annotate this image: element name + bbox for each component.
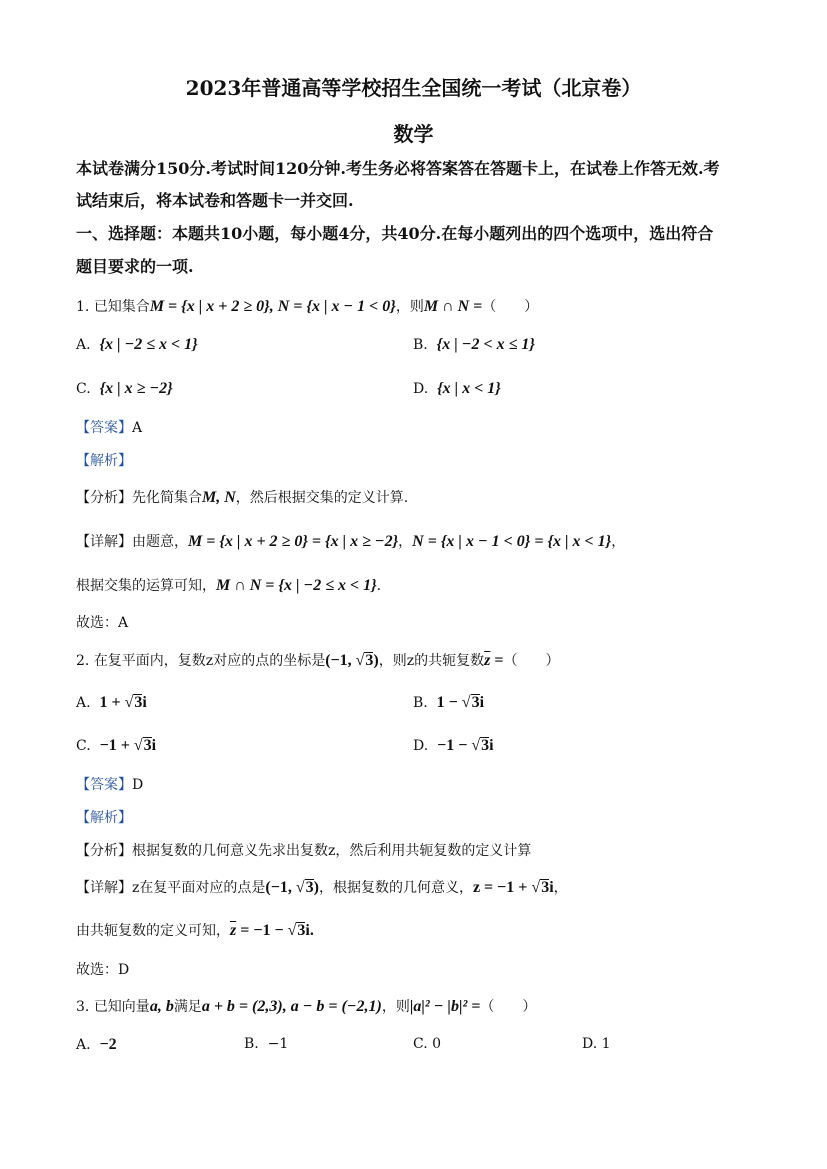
q1-detail: 【详解】由题意，M = {x | x + 2 ≥ 0} = {x | x ≥ −2}，N = {x | x − 1 < 0} = {x | x < 1}， <box>76 533 626 550</box>
q1-option-a: A. {x | −2 ≤ x < 1} <box>76 336 198 353</box>
q1-option-c: C. {x | x ≥ −2} <box>76 380 173 397</box>
q1-answer: 【答案】A <box>76 420 143 436</box>
q1-calc: 根据交集的运算可知，M ∩ N = {x | −2 ≤ x < 1}. <box>76 577 382 594</box>
q3-option-d: D. 1 <box>582 1036 611 1052</box>
question-3: 3. 已知向量a, b满足a + b = (2,3), a − b = (−2,1)，则|a|² − |b|² =（ ） <box>76 998 537 1015</box>
q2-fenxi: 【分析】根据复数的几何意义先求出复数z，然后利用共轭复数的定义计算 <box>76 843 532 859</box>
q2-option-d: D. −1 − √3i <box>413 737 494 754</box>
question-1 <box>76 296 538 316</box>
intro-line-2: 试结束后，将本试卷和答题卡一并交回. <box>76 191 354 210</box>
section-heading-line-1: 一、选择题：本题共10小题，每小题4分，共40分.在每小题列出的四个选项中，选出符合 <box>76 224 714 243</box>
q2-option-b: B. 1 − √3i <box>413 694 485 711</box>
section-heading-line-2: 题目要求的一项. <box>76 257 194 276</box>
q2-option-c: C. −1 + √3i <box>76 737 157 754</box>
q2-answer: 【答案】D <box>76 777 144 793</box>
q2-choice: 故选：D <box>76 962 130 978</box>
intro-line-1: 本试卷满分150分.考试时间120分钟.考生务必将答案答在答题卡上，在试卷上作答无效.考 <box>76 159 720 178</box>
q1-expr: M ∩ N = <box>423 298 483 315</box>
q1-ask: ，则 <box>395 299 424 315</box>
q2-analysis-label: 【解析】 <box>76 810 132 826</box>
q1-option-d: D. {x | x < 1} <box>413 380 501 397</box>
q1-sets: M = {x | x + 2 ≥ 0}, N = {x | x − 1 < 0} <box>149 298 396 315</box>
q1-option-b: B. {x | −2 < x ≤ 1} <box>413 336 535 353</box>
q1-fenxi: 【分析】先化简集合M, N，然后根据交集的定义计算. <box>76 489 409 506</box>
q1-choice: 故选：A <box>76 615 129 631</box>
q1-number: 1. <box>76 299 90 315</box>
exam-title: 2023年普通高等学校招生全国统一考试（北京卷） <box>185 76 642 100</box>
q2-detail: 【详解】z在复平面对应的点是(−1, √3)，根据复数的几何意义，z = −1 + √3i， <box>76 879 568 896</box>
subject-title: 数学 <box>393 122 434 146</box>
q1-paren: （ ） <box>482 299 539 315</box>
q3-option-a: A. −2 <box>76 1036 117 1053</box>
q3-option-b: B. −1 <box>244 1036 289 1052</box>
question-2: 2. 在复平面内，复数z对应的点的坐标是(−1, √3)，则z的共轭复数$\overline{z}$ =（ ） <box>76 652 560 669</box>
q3-option-c: C. 0 <box>413 1036 442 1052</box>
q2-conj: 由共轭复数的定义可知，$\overline{z} = -1 - √3i$. <box>76 922 314 939</box>
q2-option-a: A. 1 + √3i <box>76 694 147 711</box>
q1-prefix: 已知集合 <box>93 299 150 315</box>
q1-analysis-label: 【解析】 <box>76 453 132 469</box>
